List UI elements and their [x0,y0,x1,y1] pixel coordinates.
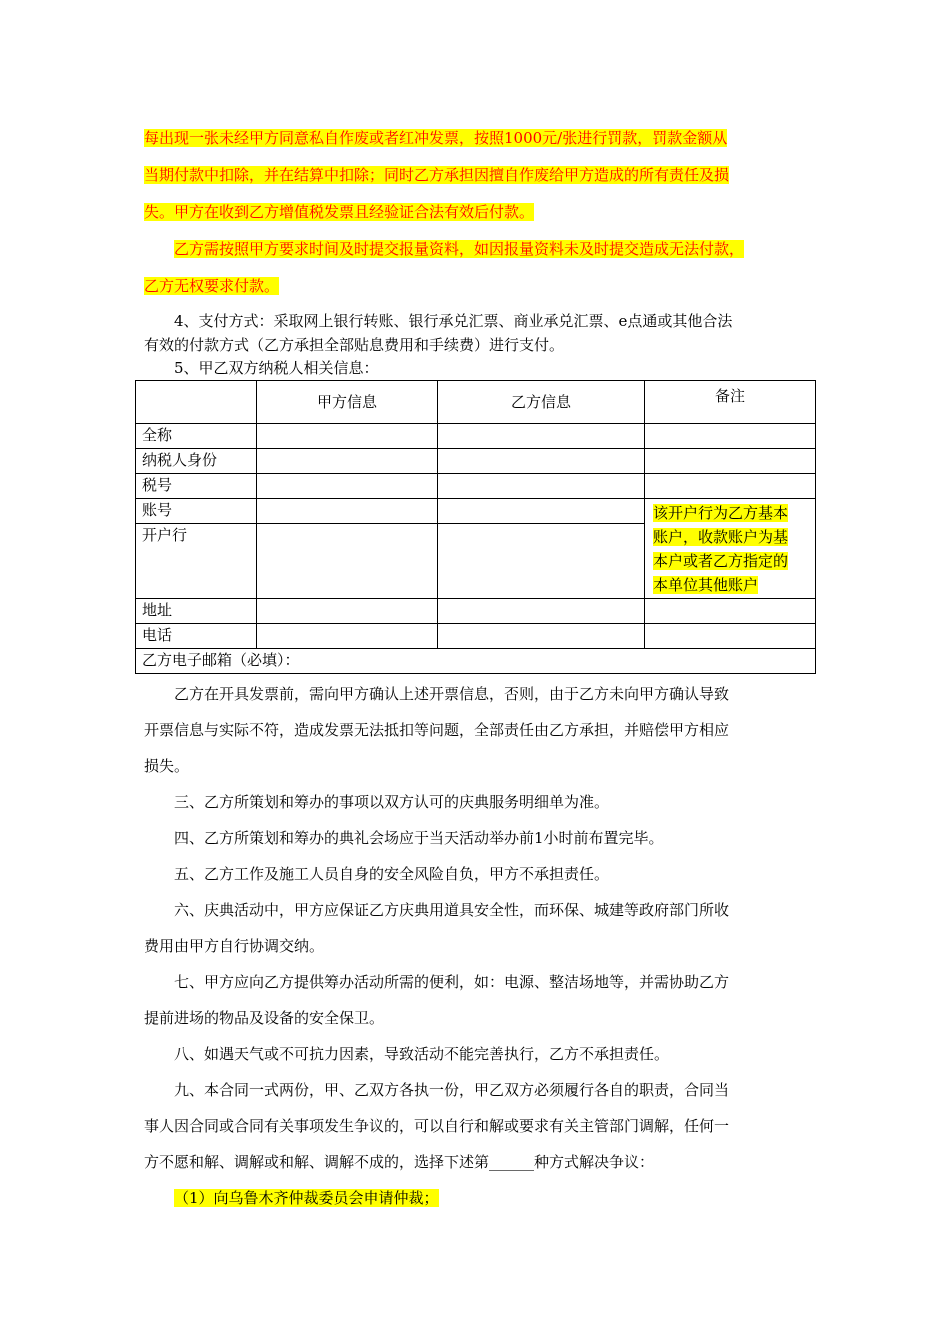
report-line-1: 乙方需按照甲方要求时间及时提交报量资料，如因报量资料未及时提交造成无法付款， [174,240,745,258]
clause-9-line-1: 九、本合同一式两份，甲、乙双方各执一份，甲乙双方必须履行各自的职责，合同当 [174,1081,730,1099]
clause-9-line-2: 事人因合同或合同有关事项发生争议的，可以自行和解或要求有关主管部门调解，任何一 [144,1117,730,1135]
penalty-line-2: 当期付款中扣除，并在结算中扣除；同时乙方承担因擅自作废给甲方造成的所有责任及损 [144,166,730,184]
clause-4: 四、乙方所策划和筹办的典礼会场应于当天活动举办前1小时前布置完毕。 [174,829,664,847]
clause-7-line-2: 提前进场的物品及设备的安全保卫。 [144,1009,385,1027]
row-label-taxpayer-status: 纳税人身份 [136,449,257,474]
row-label-full-name: 全称 [136,424,257,449]
bank-note-cell [645,499,816,599]
cell-party-a [257,499,438,524]
cell-party-b [438,599,645,624]
tax-info-table [135,380,816,674]
table-row [136,649,816,674]
cell-party-b [438,624,645,649]
cell-party-b [438,449,645,474]
cell-remarks [645,599,816,624]
row-label-account: 账号 [136,499,257,524]
body-line-2: 开票信息与实际不符，造成发票无法抵扣等问题，全部责任由乙方承担，并赔偿甲方相应 [144,721,730,739]
cell-party-b [438,474,645,499]
cell-party-a [257,599,438,624]
cell-remarks [645,624,816,649]
email-row: 乙方电子邮箱（必填）： [136,649,816,674]
payment-line-1: 4、支付方式：采取网上银行转账、银行承兑汇票、商业承兑汇票、e点通或其他合法 [174,312,733,330]
cell-party-b [438,499,645,524]
clause-5: 五、乙方工作及施工人员自身的安全风险自负，甲方不承担责任。 [174,865,610,883]
table-row [136,624,816,649]
cell-remarks [645,424,816,449]
report-line-2: 乙方无权要求付款。 [144,277,280,295]
table-row [136,424,816,449]
payment-line-2: 有效的付款方式（乙方承担全部贴息费用和手续费）进行支付。 [144,336,565,354]
penalty-line-3: 失。甲方在收到乙方增值税发票且经验证合法有效后付款。 [144,203,535,221]
cell-party-a [257,449,438,474]
header-remarks: 备注 [645,381,816,424]
clause-9-line-3: 方不愿和解、调解或和解、调解不成的，选择下述第______种方式解决争议： [144,1153,655,1171]
body-line-3: 损失。 [144,757,190,775]
clause-6-line-1: 六、庆典活动中，甲方应保证乙方庆典用道具安全性，而环保、城建等政府部门所收 [174,901,730,919]
table-row [136,499,816,524]
cell-party-a [257,624,438,649]
cell-party-b [438,424,645,449]
tax-info-heading: 5、甲乙双方纳税人相关信息： [174,359,379,377]
cell-party-a [257,424,438,449]
body-line-1: 乙方在开具发票前，需向甲方确认上述开票信息，否则，由于乙方未向甲方确认导致 [174,685,730,703]
cell-remarks [645,474,816,499]
row-label-bank: 开户行 [136,524,257,599]
header-party-b: 乙方信息 [438,381,645,424]
row-label-tax-id: 税号 [136,474,257,499]
table-header-row [136,381,816,424]
table-row [136,449,816,474]
arbitration-option-1: （1）向乌鲁木齐仲裁委员会申请仲裁； [174,1189,439,1207]
table-row [136,599,816,624]
row-label-address: 地址 [136,599,257,624]
penalty-line-1: 每出现一张未经甲方同意私自作废或者红冲发票，按照1000元/张进行罚款，罚款金额从 [144,129,728,147]
cell-party-a [257,524,438,599]
clause-8: 八、如遇天气或不可抗力因素，导致活动不能完善执行，乙方不承担责任。 [174,1045,670,1063]
table-row [136,474,816,499]
clause-6-line-2: 费用由甲方自行协调交纳。 [144,937,325,955]
cell-remarks [645,449,816,474]
clause-7-line-1: 七、甲方应向乙方提供筹办活动所需的便利，如：电源、整洁场地等，并需协助乙方 [174,973,730,991]
header-party-a: 甲方信息 [257,381,438,424]
cell-party-b [438,524,645,599]
header-blank [136,381,257,424]
row-label-phone: 电话 [136,624,257,649]
clause-3: 三、乙方所策划和筹办的事项以双方认可的庆典服务明细单为准。 [174,793,610,811]
bank-note: 该开户行为乙方基本 账户，收款账户为基 本户或者乙方指定的 本单位其他账户 [653,504,789,594]
cell-party-a [257,474,438,499]
